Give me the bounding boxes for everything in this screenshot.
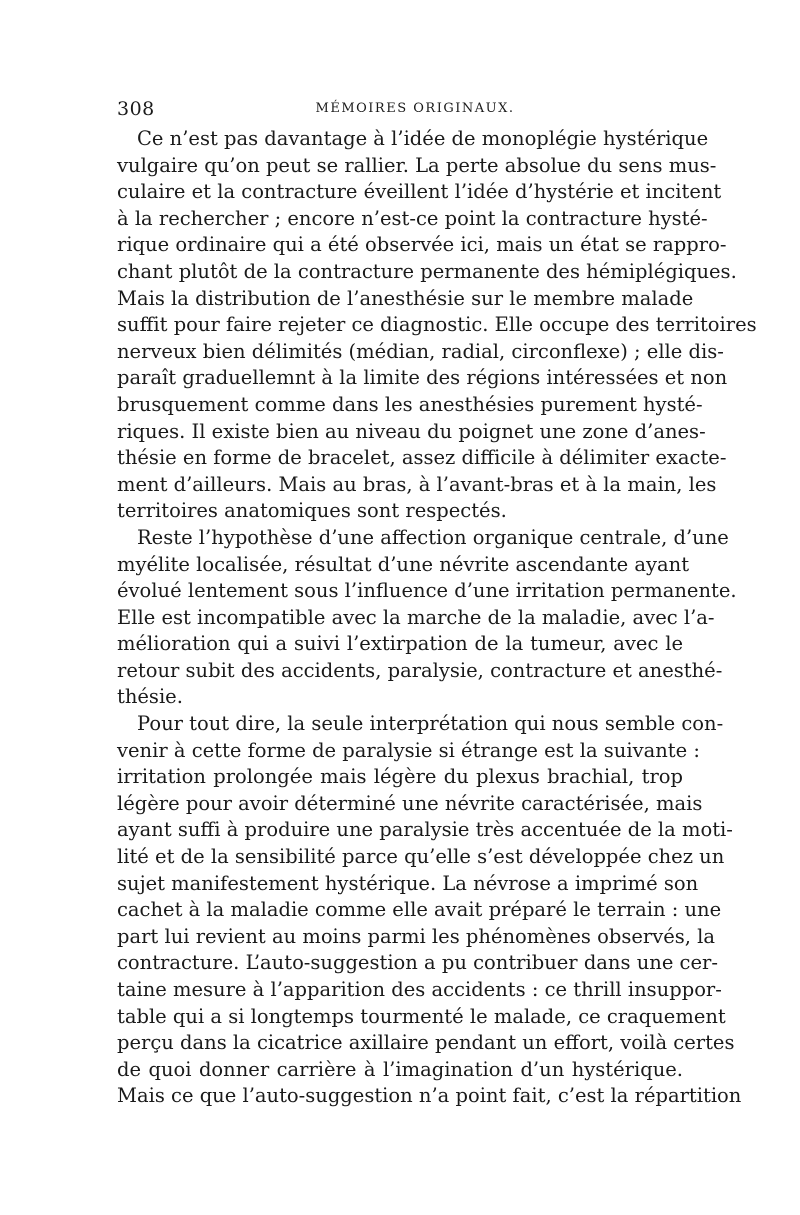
text-line: rique ordinaire qui a été observée ici, mais un état se rappro- [117, 233, 727, 257]
text-line: retour subit des accidents, paralysie, contracture et anesthé- [117, 658, 723, 682]
text-line: ayant suffi à produire une paralysie très accentuée de la moti- [117, 818, 733, 842]
text-line: taine mesure à l’apparition des accidents : ce thrill insuppor- [117, 978, 722, 1001]
text-line: Elle est incompatible avec la marche de la maladie, avec l’a- [117, 605, 715, 629]
text-line: perçu dans la cicatrice axillaire pendant un effort, voilà certes [117, 1031, 735, 1055]
text-line: contracture. L’auto-suggestion a pu contribuer dans une cer- [117, 951, 718, 975]
text-line: nerveux bien délimités (médian, radial, circonflexe) ; elle dis- [117, 339, 724, 363]
text-line: Reste l’hypothèse d’une affection organique centrale, d’une [137, 525, 729, 549]
text-line: à la rechercher ; encore n’est-ce point la contracture hysté- [117, 206, 708, 230]
text-line: culaire et la contracture éveillent l’idée d’hystérie et incitent [117, 180, 722, 204]
text-line: cachet à la maladie comme elle avait préparé le terrain : une [117, 898, 722, 922]
text-line: de quoi donner carrière à l’imagination d’un hystérique. [117, 1057, 683, 1081]
text-line: sujet manifestement hystérique. La névrose a imprimé son [117, 871, 699, 895]
text-line: part lui revient au moins parmi les phénomènes observés, la [117, 924, 716, 948]
text-line: riques. Il existe bien au niveau du poignet une zone d’anes- [117, 419, 706, 443]
text-line: venir à cette forme de paralysie si étrange est la suivante : [117, 738, 700, 762]
body-text [117, 126, 757, 1110]
text-line: chant plutôt de la contracture permanente des hémiplégiques. [117, 259, 737, 283]
text-line: paraît graduellemnt à la limite des régions intéressées et non [117, 366, 728, 390]
text-line: évolué lentement sous l’influence d’une irritation permanente. [117, 579, 737, 603]
text-line: mélioration qui a suivi l’extirpation de la tumeur, avec le [117, 632, 683, 656]
text-line: Mais ce que l’auto-suggestion n’a point fait, c’est la répartition [117, 1084, 742, 1108]
text-line: Mais la distribution de l’anesthésie sur le membre malade [117, 286, 694, 310]
text-line: myélite localisée, résultat d’une névrite ascendante ayant [117, 552, 690, 576]
running-title: MÉMOIRES ORIGINAUX. [315, 101, 515, 116]
text-line: lité et de la sensibilité parce qu’elle s’est développée chez un [117, 845, 725, 869]
page-header [117, 98, 683, 126]
text-line: thésie en forme de bracelet, assez difficile à délimiter exacte- [117, 446, 727, 470]
text-line: suffit pour faire rejeter ce diagnostic. Elle occupe des territoires [117, 313, 757, 337]
text-line: territoires anatomiques sont respectés. [117, 499, 507, 523]
text-line: brusquement comme dans les anesthésies purement hysté- [117, 392, 703, 416]
text-line: table qui a si longtemps tourmenté le malade, ce craquement [117, 1004, 726, 1028]
text-line: vulgaire qu’on peut se rallier. La perte absolue du sens mus- [117, 153, 717, 177]
text-line: ment d’ailleurs. Mais au bras, à l’avant-bras et à la main, les [117, 472, 717, 496]
page-number: 308 [117, 98, 155, 120]
text-line: irritation prolongée mais légère du plexus brachial, trop [117, 765, 683, 789]
text-line: Ce n’est pas davantage à l’idée de monoplégie hystérique [137, 127, 709, 150]
text-line: thésie. [117, 685, 183, 709]
text-line: légère pour avoir déterminé une névrite caractérisée, mais [117, 791, 703, 815]
text-line: Pour tout dire, la seule interprétation qui nous semble con- [137, 712, 724, 736]
